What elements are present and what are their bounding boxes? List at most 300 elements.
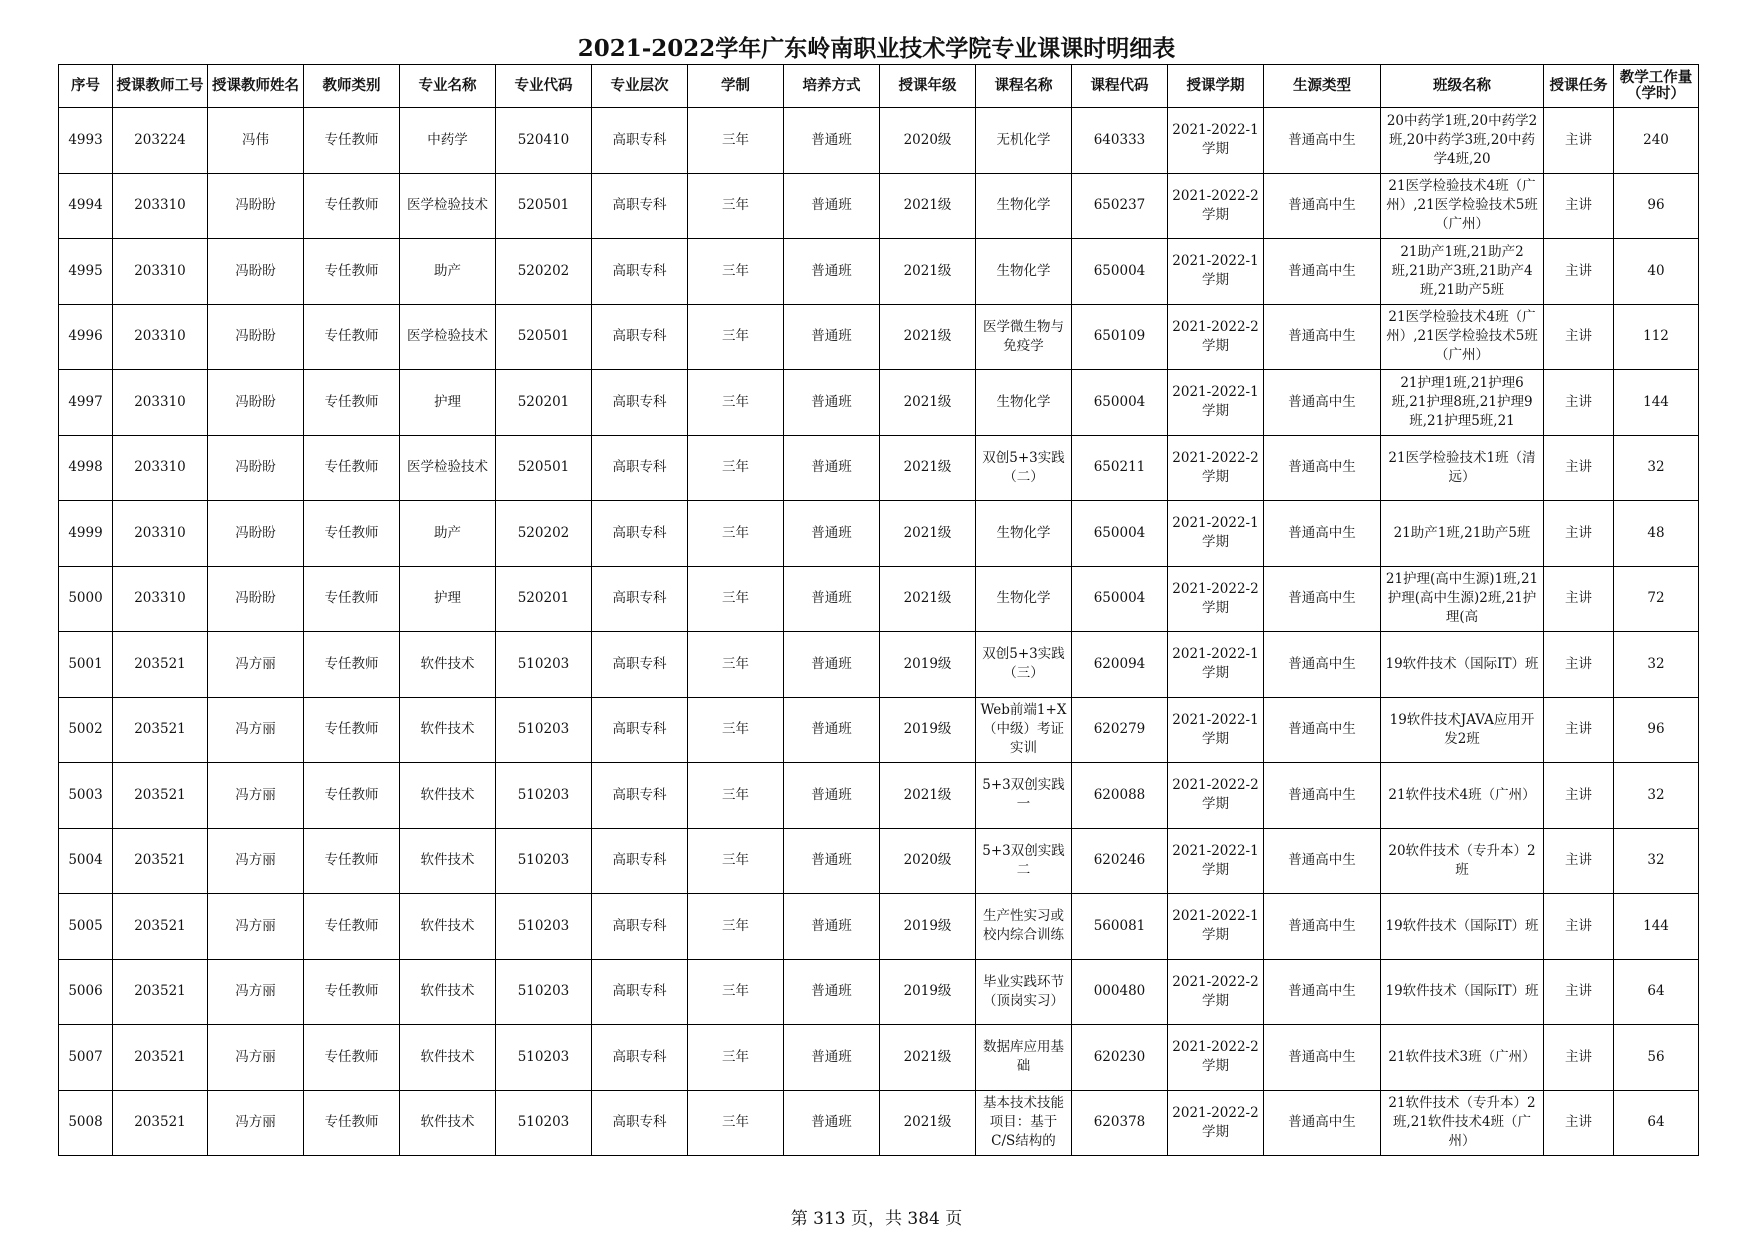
column-header: 授课教师工号 xyxy=(113,65,208,108)
cell-text: 三年 xyxy=(722,131,749,148)
table-cell xyxy=(1168,632,1264,698)
table-cell xyxy=(1381,894,1544,960)
cell-text: 普通高中生 xyxy=(1288,1114,1356,1131)
cell-text: 4998 xyxy=(68,459,103,476)
cell-text: 64 xyxy=(1647,1114,1665,1131)
table-row xyxy=(59,697,1699,763)
cell-text: 主讲 xyxy=(1565,917,1592,934)
cell-text: 620246 xyxy=(1093,852,1146,869)
table-cell xyxy=(1264,763,1381,829)
table-cell xyxy=(496,173,592,239)
table-cell xyxy=(1614,763,1699,829)
cell-text: 620279 xyxy=(1093,721,1146,738)
cell-text: 普通班 xyxy=(811,721,852,738)
table-cell xyxy=(592,435,688,501)
cell-text: 高职专科 xyxy=(612,590,667,607)
cell-text: 2021级 xyxy=(903,590,952,607)
table-cell xyxy=(592,632,688,698)
table-cell xyxy=(208,632,304,698)
table-cell xyxy=(113,959,208,1025)
cell-text: 高职专科 xyxy=(612,393,667,410)
table-cell xyxy=(880,173,976,239)
cell-text: 640333 xyxy=(1093,131,1146,148)
table-cell xyxy=(304,828,400,894)
table-cell xyxy=(592,828,688,894)
column-header: 班级名称 xyxy=(1381,65,1544,108)
cell-text: 普通班 xyxy=(811,786,852,803)
cell-text: 普通班 xyxy=(811,917,852,934)
table-cell xyxy=(592,763,688,829)
cell-text: 助产 xyxy=(434,262,461,279)
table-cell xyxy=(592,370,688,436)
table-cell xyxy=(304,239,400,305)
table-cell xyxy=(880,108,976,174)
table-cell xyxy=(688,304,784,370)
table-cell xyxy=(1168,1025,1264,1091)
cell-text: 4996 xyxy=(68,328,103,345)
table-cell xyxy=(113,697,208,763)
cell-text: 650237 xyxy=(1093,197,1146,214)
table-cell xyxy=(208,1025,304,1091)
cell-text: 生物化学 xyxy=(996,262,1051,279)
cell-text: 主讲 xyxy=(1565,459,1592,476)
table-cell xyxy=(880,697,976,763)
table-cell xyxy=(688,697,784,763)
column-header: 培养方式 xyxy=(784,65,880,108)
cell-text: 高职专科 xyxy=(612,917,667,934)
cell-text: 19软件技术（国际IT）班 xyxy=(1385,917,1539,934)
cell-text: 普通高中生 xyxy=(1288,328,1356,345)
table-cell xyxy=(400,108,496,174)
cell-text: 主讲 xyxy=(1565,983,1592,1000)
table-row xyxy=(59,435,1699,501)
table-cell xyxy=(1381,566,1544,632)
cell-text: 医学检验技术 xyxy=(407,459,488,476)
cell-text: 普通高中生 xyxy=(1288,983,1356,1000)
cell-text: 三年 xyxy=(722,852,749,869)
cell-text: 2021级 xyxy=(903,786,952,803)
table-cell xyxy=(208,697,304,763)
cell-text: 普通高中生 xyxy=(1288,131,1356,148)
cell-text: 510203 xyxy=(517,983,570,1000)
cell-text: 冯盼盼 xyxy=(235,459,276,476)
table-cell xyxy=(688,501,784,567)
cell-text: 高职专科 xyxy=(612,197,667,214)
table-cell xyxy=(1544,1090,1614,1156)
table-cell xyxy=(496,566,592,632)
table-cell xyxy=(976,828,1072,894)
cell-text: 冯盼盼 xyxy=(235,393,276,410)
table-cell xyxy=(304,501,400,567)
table-cell xyxy=(1614,173,1699,239)
table-row xyxy=(59,1025,1699,1091)
table-cell xyxy=(880,1090,976,1156)
cell-text: 5004 xyxy=(68,852,103,869)
cell-text: 主讲 xyxy=(1565,721,1592,738)
table-cell xyxy=(1072,370,1168,436)
cell-text: 203310 xyxy=(134,524,186,541)
cell-text: 普通班 xyxy=(811,262,852,279)
cell-text: 2021-2022-1学期 xyxy=(1172,646,1259,682)
cell-text: 三年 xyxy=(722,393,749,410)
table-cell xyxy=(1381,239,1544,305)
cell-text: 21软件技术4班（广州） xyxy=(1388,786,1536,803)
cell-text: 650109 xyxy=(1093,328,1146,345)
cell-text: 20软件技术（专升本）2班 xyxy=(1388,842,1536,878)
table-cell xyxy=(496,108,592,174)
table-cell xyxy=(1614,108,1699,174)
column-header: 教师类别 xyxy=(304,65,400,108)
cell-text: 三年 xyxy=(722,590,749,607)
table-cell xyxy=(59,1090,113,1156)
table-cell xyxy=(1072,959,1168,1025)
cell-text: 2019级 xyxy=(903,983,952,1000)
cell-text: 专任教师 xyxy=(324,524,379,541)
cell-text: 高职专科 xyxy=(612,852,667,869)
table-cell xyxy=(1264,959,1381,1025)
cell-text: 203521 xyxy=(134,786,186,803)
column-header: 授课任务 xyxy=(1544,65,1614,108)
table-cell xyxy=(784,1090,880,1156)
table-cell xyxy=(1544,370,1614,436)
cell-text: 冯盼盼 xyxy=(235,262,276,279)
table-cell xyxy=(304,108,400,174)
cell-text: 高职专科 xyxy=(612,262,667,279)
table-cell xyxy=(400,894,496,960)
cell-text: 专任教师 xyxy=(324,459,379,476)
table-cell xyxy=(1168,959,1264,1025)
cell-text: 数据库应用基础 xyxy=(983,1039,1064,1075)
cell-text: 生物化学 xyxy=(996,393,1051,410)
cell-text: 2021级 xyxy=(903,328,952,345)
cell-text: 软件技术 xyxy=(420,852,475,869)
table-cell xyxy=(400,435,496,501)
cell-text: 毕业实践环节（顶岗实习） xyxy=(983,973,1064,1009)
table-cell xyxy=(976,239,1072,305)
table-cell xyxy=(1544,173,1614,239)
table-cell xyxy=(784,108,880,174)
table-cell xyxy=(1544,239,1614,305)
table-cell xyxy=(1264,1025,1381,1091)
table-cell xyxy=(1168,1090,1264,1156)
table-row xyxy=(59,1090,1699,1156)
table-cell xyxy=(400,959,496,1025)
cell-text: 2021-2022-2学期 xyxy=(1172,777,1259,813)
cell-text: 650211 xyxy=(1093,459,1146,476)
table-cell xyxy=(496,894,592,960)
cell-text: 主讲 xyxy=(1565,852,1592,869)
cell-text: 软件技术 xyxy=(420,1048,475,1065)
cell-text: 112 xyxy=(1643,328,1669,345)
cell-text: 32 xyxy=(1647,786,1665,803)
cell-text: 专任教师 xyxy=(324,590,379,607)
table-cell xyxy=(1614,828,1699,894)
table-cell xyxy=(976,763,1072,829)
cell-text: 冯盼盼 xyxy=(235,590,276,607)
table-cell xyxy=(1614,566,1699,632)
table-row xyxy=(59,239,1699,305)
table-cell xyxy=(59,304,113,370)
column-header: 专业代码 xyxy=(496,65,592,108)
table-cell xyxy=(59,828,113,894)
table-cell xyxy=(208,763,304,829)
cell-text: 2021-2022-2学期 xyxy=(1172,973,1259,1009)
cell-text: 560081 xyxy=(1093,917,1146,934)
table-cell xyxy=(1614,1025,1699,1091)
table-row xyxy=(59,632,1699,698)
cell-text: 冯方丽 xyxy=(235,852,276,869)
table-row xyxy=(59,894,1699,960)
cell-text: 普通高中生 xyxy=(1288,393,1356,410)
cell-text: 650004 xyxy=(1093,393,1146,410)
table-cell xyxy=(880,435,976,501)
cell-text: 普通班 xyxy=(811,852,852,869)
cell-text: 冯方丽 xyxy=(235,721,276,738)
column-header: 课程代码 xyxy=(1072,65,1168,108)
table-cell xyxy=(400,239,496,305)
cell-text: 520201 xyxy=(517,590,570,607)
table-cell xyxy=(784,304,880,370)
cell-text: 三年 xyxy=(722,197,749,214)
cell-text: 三年 xyxy=(722,721,749,738)
cell-text: 普通班 xyxy=(811,131,852,148)
cell-text: 高职专科 xyxy=(612,459,667,476)
table-cell xyxy=(59,697,113,763)
table-cell xyxy=(1544,763,1614,829)
cell-text: 主讲 xyxy=(1565,655,1592,672)
cell-text: 144 xyxy=(1643,917,1669,934)
table-cell xyxy=(1264,501,1381,567)
table-cell xyxy=(1544,1025,1614,1091)
cell-text: 19软件技术JAVA应用开发2班 xyxy=(1389,711,1535,747)
cell-text: 普通班 xyxy=(811,590,852,607)
table-cell xyxy=(400,828,496,894)
table-cell xyxy=(1544,501,1614,567)
cell-text: 203310 xyxy=(134,197,186,214)
cell-text: 专任教师 xyxy=(324,1114,379,1131)
table-cell xyxy=(496,959,592,1025)
table-cell xyxy=(1264,304,1381,370)
cell-text: 203310 xyxy=(134,459,186,476)
table-cell xyxy=(113,894,208,960)
course-hours-table xyxy=(58,64,1699,1156)
cell-text: 620094 xyxy=(1093,655,1146,672)
table-cell xyxy=(400,1090,496,1156)
cell-text: 普通班 xyxy=(811,328,852,345)
cell-text: 510203 xyxy=(517,1048,570,1065)
cell-text: 5+3双创实践一 xyxy=(982,777,1065,813)
table-cell xyxy=(1072,173,1168,239)
cell-text: 三年 xyxy=(722,983,749,1000)
table-cell xyxy=(208,501,304,567)
cell-text: Web前端1+X（中级）考证实训 xyxy=(980,702,1067,757)
table-cell xyxy=(688,370,784,436)
table-cell xyxy=(784,173,880,239)
table-cell xyxy=(1072,697,1168,763)
table-cell xyxy=(208,828,304,894)
cell-text: 无机化学 xyxy=(996,131,1051,148)
table-cell xyxy=(784,1025,880,1091)
table-cell xyxy=(113,108,208,174)
cell-text: 普通高中生 xyxy=(1288,852,1356,869)
table-cell xyxy=(1381,304,1544,370)
cell-text: 普通班 xyxy=(811,197,852,214)
table-cell xyxy=(496,697,592,763)
table-cell xyxy=(1264,632,1381,698)
cell-text: 护理 xyxy=(434,590,461,607)
cell-text: 620088 xyxy=(1093,786,1146,803)
table-cell xyxy=(1381,108,1544,174)
table-cell xyxy=(976,894,1072,960)
table-row xyxy=(59,173,1699,239)
table-cell xyxy=(688,632,784,698)
cell-text: 专任教师 xyxy=(324,1048,379,1065)
cell-text: 主讲 xyxy=(1565,131,1592,148)
table-cell xyxy=(59,763,113,829)
cell-text: 2021-2022-2学期 xyxy=(1172,1104,1259,1140)
column-header: 专业层次 xyxy=(592,65,688,108)
cell-text: 203521 xyxy=(134,655,186,672)
cell-text: 主讲 xyxy=(1565,1048,1592,1065)
table-cell xyxy=(400,173,496,239)
table-cell xyxy=(113,304,208,370)
table-cell xyxy=(304,304,400,370)
column-header: 授课教师姓名 xyxy=(208,65,304,108)
table-cell xyxy=(880,763,976,829)
table-cell xyxy=(976,304,1072,370)
table-cell xyxy=(496,828,592,894)
table-cell xyxy=(1264,894,1381,960)
table-cell xyxy=(304,894,400,960)
cell-text: 软件技术 xyxy=(420,655,475,672)
table-cell xyxy=(496,239,592,305)
cell-text: 203521 xyxy=(134,721,186,738)
table-cell xyxy=(59,435,113,501)
table-cell xyxy=(1544,304,1614,370)
table-cell xyxy=(784,828,880,894)
cell-text: 冯方丽 xyxy=(235,1048,276,1065)
cell-text: 620230 xyxy=(1093,1048,1146,1065)
page-title: 2021-2022学年广东岭南职业技术学院专业课课时明细表 xyxy=(577,35,1176,62)
table-cell xyxy=(1544,828,1614,894)
cell-text: 32 xyxy=(1647,459,1665,476)
cell-text: 普通班 xyxy=(811,655,852,672)
cell-text: 2021-2022-1学期 xyxy=(1172,253,1259,289)
table-cell xyxy=(976,501,1072,567)
table-cell xyxy=(1381,501,1544,567)
table-cell xyxy=(59,1025,113,1091)
cell-text: 普通班 xyxy=(811,983,852,1000)
table-cell xyxy=(1072,894,1168,960)
column-header: 生源类型 xyxy=(1264,65,1381,108)
table-cell xyxy=(688,435,784,501)
table-row xyxy=(59,959,1699,1025)
cell-text: 普通高中生 xyxy=(1288,1048,1356,1065)
table-cell xyxy=(1168,828,1264,894)
table-cell xyxy=(496,370,592,436)
table-cell xyxy=(592,959,688,1025)
table-cell xyxy=(1168,566,1264,632)
cell-text: 软件技术 xyxy=(420,1114,475,1131)
cell-text: 520501 xyxy=(517,459,570,476)
table-cell xyxy=(496,1090,592,1156)
table-cell xyxy=(592,304,688,370)
column-header: 专业名称 xyxy=(400,65,496,108)
table-cell xyxy=(880,1025,976,1091)
table-cell xyxy=(592,239,688,305)
cell-text: 203310 xyxy=(134,393,186,410)
table-cell xyxy=(784,894,880,960)
cell-text: 520202 xyxy=(517,262,570,279)
cell-text: 203310 xyxy=(134,328,186,345)
cell-text: 冯方丽 xyxy=(235,786,276,803)
cell-text: 三年 xyxy=(722,1048,749,1065)
cell-text: 510203 xyxy=(517,1114,570,1131)
cell-text: 主讲 xyxy=(1565,262,1592,279)
cell-text: 5005 xyxy=(68,917,103,934)
cell-text: 19软件技术（国际IT）班 xyxy=(1385,983,1539,1000)
table-cell xyxy=(1168,435,1264,501)
cell-text: 主讲 xyxy=(1565,328,1592,345)
cell-text: 2019级 xyxy=(903,721,952,738)
table-cell xyxy=(784,697,880,763)
table-cell xyxy=(1381,435,1544,501)
cell-text: 203310 xyxy=(134,590,186,607)
cell-text: 主讲 xyxy=(1565,786,1592,803)
table-cell xyxy=(1168,894,1264,960)
cell-text: 普通高中生 xyxy=(1288,721,1356,738)
table-cell xyxy=(1544,566,1614,632)
table-cell xyxy=(59,501,113,567)
column-header: 课程名称 xyxy=(976,65,1072,108)
table-cell xyxy=(976,959,1072,1025)
table-cell xyxy=(113,435,208,501)
cell-text: 高职专科 xyxy=(612,983,667,1000)
cell-text: 高职专科 xyxy=(612,721,667,738)
cell-text: 21护理1班,21护理6班,21护理8班,21护理9班,21护理5班,21 xyxy=(1391,374,1533,429)
table-cell xyxy=(1614,697,1699,763)
cell-text: 21医学检验技术4班（广州）,21医学检验技术5班（广州） xyxy=(1386,309,1538,364)
cell-text: 冯方丽 xyxy=(235,983,276,1000)
table-cell xyxy=(400,501,496,567)
table-cell xyxy=(304,435,400,501)
cell-text: 专任教师 xyxy=(324,852,379,869)
cell-text: 2021级 xyxy=(903,393,952,410)
cell-text: 普通高中生 xyxy=(1288,197,1356,214)
cell-text: 4999 xyxy=(68,524,103,541)
table-cell xyxy=(113,566,208,632)
cell-text: 普通班 xyxy=(811,393,852,410)
table-cell xyxy=(496,632,592,698)
cell-text: 专任教师 xyxy=(324,131,379,148)
cell-text: 冯盼盼 xyxy=(235,328,276,345)
cell-text: 2021级 xyxy=(903,197,952,214)
cell-text: 普通高中生 xyxy=(1288,262,1356,279)
cell-text: 5002 xyxy=(68,721,103,738)
table-cell xyxy=(208,959,304,1025)
cell-text: 520410 xyxy=(517,131,570,148)
cell-text: 三年 xyxy=(722,786,749,803)
table-cell xyxy=(976,566,1072,632)
cell-text: 高职专科 xyxy=(612,1048,667,1065)
table-cell xyxy=(1264,239,1381,305)
table-cell xyxy=(208,304,304,370)
cell-text: 2021级 xyxy=(903,1114,952,1131)
cell-text: 普通高中生 xyxy=(1288,655,1356,672)
table-cell xyxy=(1614,894,1699,960)
cell-text: 520202 xyxy=(517,524,570,541)
cell-text: 5008 xyxy=(68,1114,103,1131)
